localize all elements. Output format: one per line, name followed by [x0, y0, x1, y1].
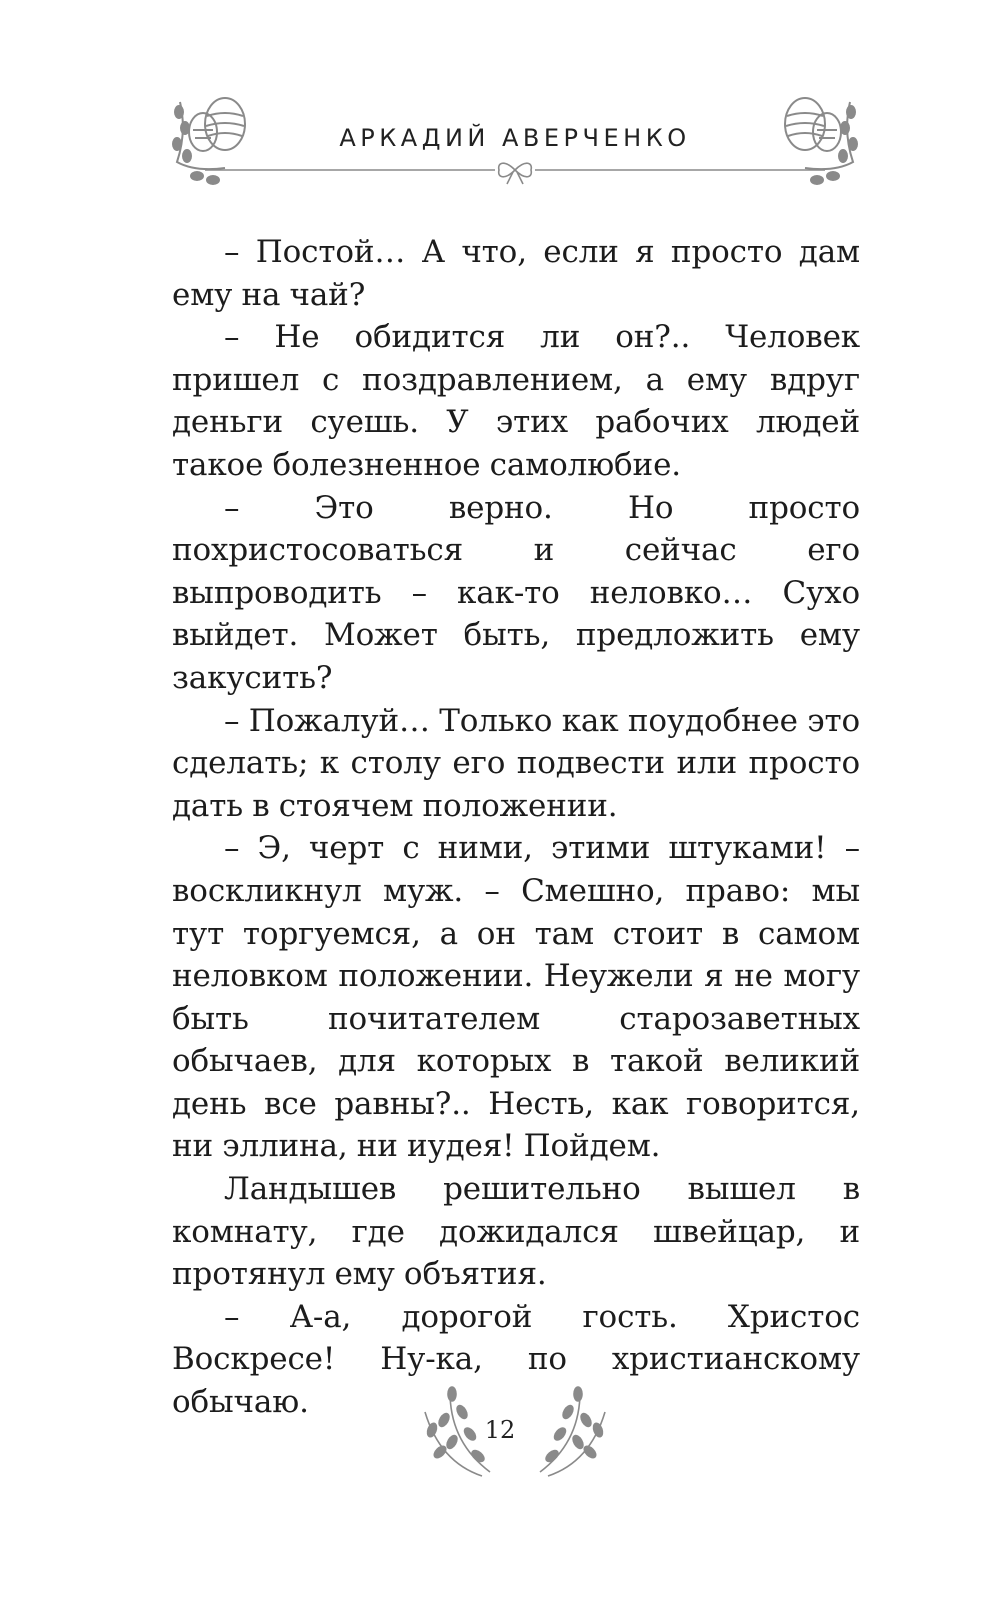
- paragraph: – Не обидится ли он?.. Человек пришел с поздравлением, а ему вдруг деньги суешь. У этих рабочих людей такое болезненное самолюбие.: [172, 319, 860, 483]
- page-footer: [0, 1372, 1000, 1482]
- page-number: 12: [484, 1416, 516, 1444]
- paragraph: – А-а, дорогой гость. Христос Воскресе! Ну-ка, по христианскому обычаю.: [172, 1298, 860, 1421]
- paragraph: – Пожалуй… Только как поудобнее это сделать; к столу его подвести или просто дать в стоячем положении.: [172, 702, 860, 824]
- page-body: [172, 231, 860, 1424]
- paragraph: – Э, черт с ними, этими штуками! – воскликнул муж. – Смешно, право: мы тут торгуемся, а он там стоит в самом неловком положении. Неужели я не могу быть почитателем старозаветных обычаев, для которых в такой великий день все равны?.. Несть, как говорится, ни эллина, ни иудея! Пойдем.: [172, 830, 860, 1165]
- bow-icon: [499, 163, 532, 184]
- paragraph: Ландышев решительно вышел в комнату, где дожидался швейцар, и протянул ему объятия.: [172, 1171, 860, 1293]
- paragraph: – Это верно. Но просто похристосоваться и сейчас его выпроводить – как-то неловко… Сухо выйдет. Может быть, предложить ему закусить?: [172, 489, 860, 696]
- paragraph: – Постой… А что, если я просто дам ему на чай?: [172, 234, 860, 313]
- page-header: [165, 92, 865, 202]
- running-head: АРКАДИЙ АВЕРЧЕНКО: [339, 124, 691, 152]
